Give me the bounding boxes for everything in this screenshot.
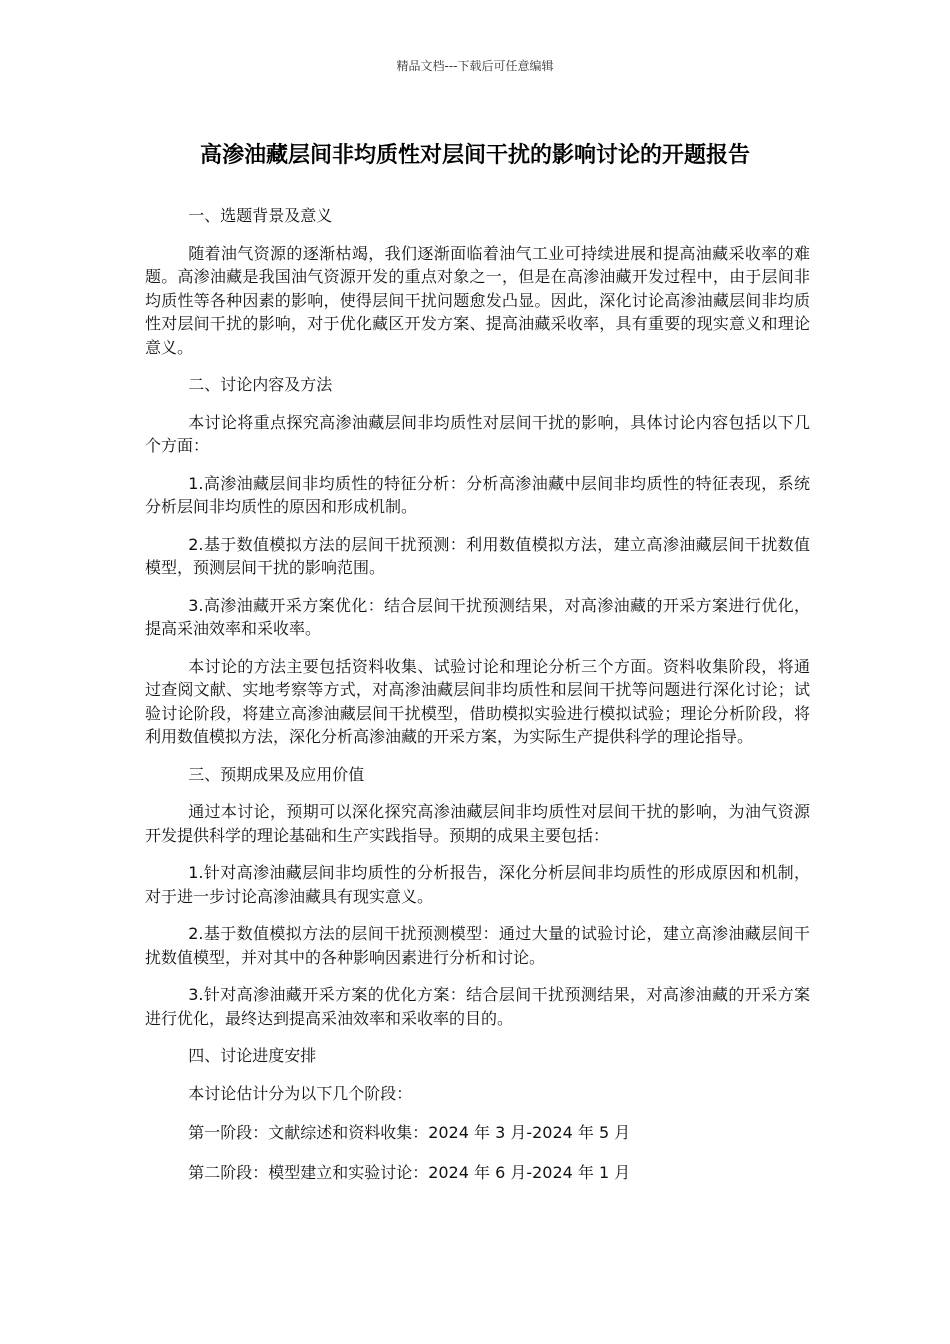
- paragraph: 随着油气资源的逐渐枯竭，我们逐渐面临着油气工业可持续进展和提高油藏采收率的难题。高渗油藏是我国油气资源开发的重点对象之一，但是在高渗油藏开发过程中，由于层间非均质性等各种因素的影响，使得层间干扰问题愈发凸显。因此，深化讨论高渗油藏层间非均质性对层间干扰的影响，对于优化藏区开发方案、提高油藏采收率，具有重要的现实意义和理论意义。: [145, 243, 810, 357]
- section-heading: 二、讨论内容及方法: [188, 375, 333, 394]
- schedule-item: 第一阶段：文献综述和资料收集：2024 年 3 月-2024 年 5 月: [188, 1123, 631, 1142]
- list-item: 3.针对高渗油藏开采方案的优化方案：结合层间干扰预测结果，对高渗油藏的开采方案进行优化，最终达到提高采油效率和采收率的目的。: [145, 985, 810, 1028]
- list-item: 1.高渗油藏层间非均质性的特征分析：分析高渗油藏中层间非均质性的特征表现，系统分析层间非均质性的原因和形成机制。: [145, 473, 810, 516]
- section-heading: 一、选题背景及意义: [188, 206, 333, 225]
- schedule-item: 第二阶段：模型建立和实验讨论：2024 年 6 月-2024 年 1 月: [188, 1162, 631, 1182]
- paragraph: 本讨论的方法主要包括资料收集、试验讨论和理论分析三个方面。资料收集阶段，将通过查阅文献、实地考察等方式，对高渗油藏层间非均质性和层间干扰等问题进行深化讨论；试验讨论阶段，将建立高渗油藏层间干扰模型，借助模拟实验进行模拟试验；理论分析阶段，将利用数值模拟方法，深化分析高渗油藏的开采方案，为实际生产提供科学的理论指导。: [145, 656, 810, 746]
- list-item: 1.针对高渗油藏层间非均质性的分析报告，深化分析层间非均质性的形成原因和机制，对于进一步讨论高渗油藏具有现实意义。: [145, 863, 810, 906]
- header-note: 精品文档---下载后可任意编辑: [396, 59, 554, 73]
- document-title: 高渗油藏层间非均质性对层间干扰的影响讨论的开题报告: [199, 143, 750, 168]
- document-body: [145, 204, 810, 1200]
- list-item: 2.基于数值模拟方法的层间干扰预测：利用数值模拟方法，建立高渗油藏层间干扰数值模型，预测层间干扰的影响范围。: [145, 534, 810, 577]
- list-item: 3.高渗油藏开采方案优化：结合层间干扰预测结果，对高渗油藏的开采方案进行优化，提高采油效率和采收率。: [145, 595, 810, 638]
- paragraph: 通过本讨论，预期可以深化探究高渗油藏层间非均质性对层间干扰的影响，为油气资源开发提供科学的理论基础和生产实践指导。预期的成果主要包括：: [145, 802, 810, 845]
- section-heading: 三、预期成果及应用价值: [188, 764, 365, 784]
- section-heading: 四、讨论进度安排: [188, 1046, 317, 1065]
- paragraph: 本讨论估计分为以下几个阶段：: [188, 1083, 413, 1103]
- paragraph: 本讨论将重点探究高渗油藏层间非均质性对层间干扰的影响，具体讨论内容包括以下几个方面：: [145, 412, 810, 455]
- list-item: 2.基于数值模拟方法的层间干扰预测模型：通过大量的试验讨论，建立高渗油藏层间干扰数值模型，并对其中的各种影响因素进行分析和讨论。: [145, 924, 810, 967]
